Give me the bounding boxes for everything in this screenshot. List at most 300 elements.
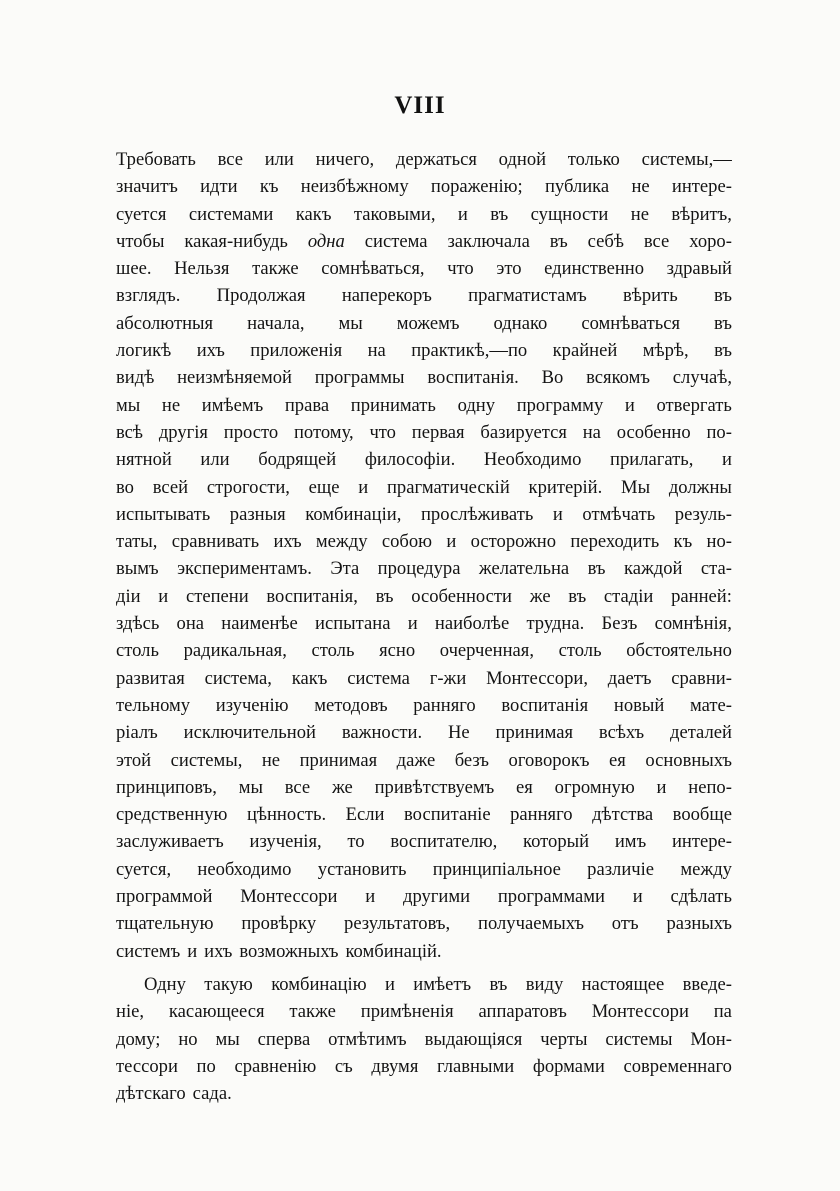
word: какая-нибудь <box>184 230 288 252</box>
word: сравни- <box>671 667 732 689</box>
word: переходить <box>570 531 660 553</box>
word: провѣрку <box>241 913 317 935</box>
word: программами <box>497 886 605 908</box>
word: установить <box>317 858 407 880</box>
word: сравнивать <box>171 531 260 553</box>
word: сдѣлать <box>670 886 732 908</box>
word: программой <box>116 886 213 908</box>
word: воспитанія <box>501 694 589 716</box>
word: публика <box>544 176 610 198</box>
word: программу <box>516 394 604 416</box>
word: ея <box>516 776 533 798</box>
word: Мы <box>621 476 651 498</box>
word: основныхъ <box>645 749 732 771</box>
word: ничего, <box>315 149 375 170</box>
word: экспериментамъ. <box>177 558 312 580</box>
word: системами <box>188 203 274 225</box>
word: же <box>529 585 551 607</box>
word: выдающіяся <box>424 1028 523 1050</box>
word: здѣсь <box>116 613 160 635</box>
word: имѣемъ <box>201 394 264 416</box>
word: прагматическій <box>386 476 510 498</box>
word: системъ <box>116 940 181 962</box>
word: Монтессори, <box>486 667 588 689</box>
word: системы,— <box>641 149 732 170</box>
word: потому, <box>293 421 354 443</box>
word: трудна. <box>526 613 585 635</box>
word: крайней <box>552 340 618 362</box>
word: резуль- <box>674 503 732 525</box>
word: Продолжая <box>216 285 306 307</box>
word: абсолютныя <box>116 312 214 334</box>
word: система <box>364 230 428 252</box>
word: она <box>176 613 205 635</box>
word: то <box>347 831 365 853</box>
word: въ <box>714 340 732 362</box>
word: степени <box>185 585 249 607</box>
word: во <box>116 476 134 498</box>
word: ріалъ <box>116 722 158 744</box>
word: аппаратовъ <box>478 1001 567 1023</box>
word: и <box>632 886 643 908</box>
word: мѣрѣ, <box>642 340 689 362</box>
word: вѣритъ, <box>671 203 732 225</box>
word: только <box>567 149 620 170</box>
word: базируется <box>480 421 567 443</box>
word: логикѣ <box>116 340 172 362</box>
word: столь <box>116 640 159 662</box>
word: между <box>680 858 732 880</box>
word: съ <box>334 1055 353 1077</box>
word: себѣ <box>587 230 624 252</box>
word: тщательную <box>116 913 214 935</box>
word: все <box>217 149 243 170</box>
word: стадіи <box>603 585 654 607</box>
word: принимая <box>495 722 574 744</box>
word: ніе, <box>116 1001 145 1023</box>
word: еще <box>308 476 340 498</box>
word: что <box>447 258 474 280</box>
word: заслуживаетъ <box>116 831 224 853</box>
word: разныя <box>229 503 286 525</box>
word: огромную <box>554 776 635 798</box>
text-line <box>116 747 732 774</box>
word: одна <box>307 230 345 252</box>
word: ранняго <box>510 804 573 826</box>
text-line <box>116 583 732 610</box>
word: г-жи <box>429 667 467 689</box>
text-line <box>116 201 732 228</box>
text-line <box>116 173 732 200</box>
word: не <box>631 176 650 198</box>
word: суется, <box>116 858 172 880</box>
word: касающееся <box>168 1001 265 1023</box>
word: вообще <box>672 804 732 826</box>
text-line <box>116 856 732 883</box>
word: въ <box>489 973 508 995</box>
word: хоро- <box>689 230 732 252</box>
word: идти <box>200 176 238 198</box>
word: значитъ <box>116 176 178 198</box>
word: всѣхъ <box>598 722 645 744</box>
word: мы <box>238 776 263 798</box>
word: права <box>284 394 330 416</box>
word: процедура <box>377 558 461 580</box>
word: возможныхъ <box>239 940 339 962</box>
word: дому; <box>116 1028 161 1050</box>
text-line <box>116 938 732 965</box>
word: взглядъ. <box>116 285 181 307</box>
text-line <box>116 910 732 937</box>
word: здравый <box>666 258 732 280</box>
word: на <box>367 340 386 362</box>
word: можемъ <box>396 312 460 334</box>
word: цѣнность. <box>246 804 327 826</box>
word: къ <box>673 531 693 553</box>
word: и <box>722 449 732 471</box>
text-line <box>116 446 732 473</box>
word: сперва <box>257 1028 311 1050</box>
word: и <box>446 531 457 553</box>
text-line <box>116 392 732 419</box>
word: все <box>284 776 311 798</box>
word: въ <box>549 230 568 252</box>
word: въ <box>375 585 394 607</box>
word: ихъ <box>273 531 302 553</box>
word: ста- <box>700 558 732 580</box>
word: по- <box>706 421 732 443</box>
word: отмѣчать <box>582 503 656 525</box>
word: этой <box>116 749 152 771</box>
word: начала, <box>247 312 305 334</box>
word: имъ <box>614 831 647 853</box>
word: и <box>457 203 468 225</box>
text-line <box>116 1080 732 1107</box>
word: новый <box>613 694 665 716</box>
word: нятной <box>116 449 172 471</box>
word: таты, <box>116 531 158 553</box>
word: каждой <box>623 558 683 580</box>
word: различіе <box>587 858 655 880</box>
page-number: VIII <box>394 92 446 119</box>
word: комбинацію <box>271 973 367 995</box>
word: наперекоръ <box>341 285 432 307</box>
word: осторожно <box>470 531 557 553</box>
text-line <box>116 282 732 309</box>
word: оговорокъ <box>508 749 590 771</box>
text-line <box>116 528 732 555</box>
word: строгости, <box>206 476 290 498</box>
text-line <box>116 310 732 337</box>
word: и <box>358 476 369 498</box>
word: бодрящей <box>258 449 337 471</box>
word: главными <box>437 1055 515 1077</box>
word: пораженію; <box>430 176 523 198</box>
word: приложенія <box>250 340 343 362</box>
word: всей <box>152 476 189 498</box>
word: заключала <box>447 230 530 252</box>
word: па <box>713 1001 732 1023</box>
word: но <box>178 1028 198 1050</box>
word: суется <box>116 203 167 225</box>
text-line <box>116 228 732 255</box>
word: критерій. <box>528 476 603 498</box>
text-line <box>116 998 732 1025</box>
text-line <box>116 774 732 801</box>
word: Одну <box>144 973 186 995</box>
word: изученію <box>215 694 289 716</box>
word: испытывать <box>116 503 211 525</box>
text-line <box>116 971 732 998</box>
word: комбинацій. <box>345 940 442 962</box>
word: желательна <box>478 558 570 580</box>
word: на <box>582 421 601 443</box>
text-line <box>116 828 732 855</box>
word: воспитаніе <box>404 804 491 826</box>
word: такую <box>204 973 253 995</box>
word: дѣтства <box>592 804 654 826</box>
word: не <box>161 394 181 416</box>
word: прилагать, <box>610 449 694 471</box>
word: система <box>347 667 410 689</box>
word: или <box>264 149 294 170</box>
word: вѣрить <box>623 285 678 307</box>
word: также <box>289 1001 336 1023</box>
word: принципіальное <box>432 858 561 880</box>
word: другія <box>158 421 208 443</box>
word: мате- <box>690 694 732 716</box>
text-line <box>116 555 732 582</box>
word: Безъ <box>601 613 638 635</box>
word: въ <box>714 285 732 307</box>
word: видѣ <box>116 367 155 389</box>
word: сущности <box>530 203 609 225</box>
word: и <box>624 394 635 416</box>
word: изученія, <box>249 831 322 853</box>
word: формами <box>532 1055 605 1077</box>
text-line <box>116 474 732 501</box>
word: наименѣе <box>221 613 298 635</box>
word: вымъ <box>116 558 159 580</box>
word: мы <box>338 312 363 334</box>
word: неизбѣжному <box>300 176 409 198</box>
word: однако <box>493 312 548 334</box>
word: Монтессори <box>240 886 338 908</box>
word: воспитанія. <box>427 367 519 389</box>
text-line <box>116 1053 732 1080</box>
text-line <box>116 883 732 910</box>
text-line <box>116 692 732 719</box>
word: исключительной <box>183 722 316 744</box>
word: въ <box>714 312 732 334</box>
word: разныхъ <box>666 913 732 935</box>
word: чтобы <box>116 230 165 252</box>
word: всякомъ <box>586 367 650 389</box>
word: случаѣ, <box>672 367 732 389</box>
word: развитая <box>116 667 185 689</box>
word: черты <box>540 1028 588 1050</box>
word: мы <box>116 394 141 416</box>
body-text <box>116 146 732 1107</box>
word: отмѣтимъ <box>328 1028 407 1050</box>
word: въ <box>587 558 606 580</box>
word: ранней: <box>671 585 732 607</box>
word: должны <box>668 476 732 498</box>
word: единственно <box>544 258 645 280</box>
word: обстоятельно <box>626 640 732 662</box>
word: Если <box>345 804 385 826</box>
word: просто <box>223 421 279 443</box>
word: ихъ <box>196 340 225 362</box>
word: неизмѣняемой <box>177 367 292 389</box>
word: система, <box>204 667 272 689</box>
word: и <box>656 776 667 798</box>
word: безъ <box>454 749 490 771</box>
word: необходимо <box>197 858 292 880</box>
word: виду <box>525 973 564 995</box>
word: очерченная, <box>439 640 534 662</box>
text-line <box>116 419 732 446</box>
word: отвергать <box>656 394 732 416</box>
word: также <box>252 258 299 280</box>
word: держаться <box>395 149 477 170</box>
word: собою <box>381 531 433 553</box>
word: и <box>384 973 395 995</box>
word: ихъ <box>204 940 233 962</box>
word: введе- <box>682 973 732 995</box>
word: и <box>365 886 376 908</box>
word: и <box>552 503 563 525</box>
word: Мон- <box>690 1028 732 1050</box>
word: тельному <box>116 694 191 716</box>
word: системы, <box>170 749 243 771</box>
word: системы <box>605 1028 673 1050</box>
word: тессори <box>116 1055 178 1077</box>
word: Монтессори <box>591 1001 689 1023</box>
word: методовъ <box>314 694 388 716</box>
word: шее. <box>116 258 152 280</box>
word: или <box>200 449 230 471</box>
word: другими <box>402 886 471 908</box>
word: принциповъ, <box>116 776 217 798</box>
word: сравненію <box>234 1055 317 1077</box>
word: принимая <box>299 749 378 771</box>
text-line <box>116 665 732 692</box>
word: таковыми, <box>353 203 436 225</box>
word: ранняго <box>413 694 476 716</box>
word: получаемыхъ <box>478 913 584 935</box>
word: столь <box>558 640 602 662</box>
word: Эта <box>330 558 360 580</box>
word: всѣ <box>116 421 144 443</box>
word: все <box>643 230 670 252</box>
word: деталей <box>669 722 732 744</box>
word: въ <box>568 585 587 607</box>
word: сомнѣваться, <box>321 258 425 280</box>
word: какъ <box>291 667 328 689</box>
word: испытана <box>315 613 391 635</box>
word: ея <box>609 749 626 771</box>
word: современнаго <box>623 1055 732 1077</box>
word: же <box>331 776 353 798</box>
word: интере- <box>671 176 732 198</box>
word: прослѣживать <box>420 503 534 525</box>
word: это <box>496 258 522 280</box>
word: философіи. <box>364 449 456 471</box>
word: который <box>523 831 590 853</box>
word: но- <box>706 531 732 553</box>
word: результатовъ, <box>344 913 451 935</box>
word: что <box>369 421 396 443</box>
word: практикѣ,—по <box>411 340 528 362</box>
word: сомнѣваться <box>581 312 681 334</box>
word: особенно <box>616 421 691 443</box>
word: интере- <box>671 831 732 853</box>
word: одной <box>498 149 547 170</box>
text-line <box>116 637 732 664</box>
text-line <box>116 337 732 364</box>
word: къ <box>259 176 279 198</box>
word: комбинаціи, <box>305 503 402 525</box>
word: средственную <box>116 804 228 826</box>
text-line <box>116 719 732 746</box>
word: и <box>187 940 198 962</box>
word: прагматистамъ <box>468 285 587 307</box>
word: между <box>315 531 368 553</box>
word: воспитателю, <box>390 831 498 853</box>
word: наиболѣе <box>434 613 510 635</box>
word: даетъ <box>607 667 652 689</box>
word: сада. <box>192 1083 232 1105</box>
word: и <box>407 613 418 635</box>
word: примѣненія <box>360 1001 454 1023</box>
text-line <box>116 610 732 637</box>
word: даже <box>396 749 436 771</box>
word: непо- <box>688 776 732 798</box>
word: Не <box>447 722 470 744</box>
word: отъ <box>611 913 639 935</box>
text-line <box>116 1026 732 1053</box>
word: Нельзя <box>174 258 230 280</box>
word: по <box>196 1055 216 1077</box>
text-line <box>116 501 732 528</box>
text-line <box>116 146 732 173</box>
word: не <box>261 749 281 771</box>
word: программы <box>314 367 405 389</box>
word: какъ <box>295 203 332 225</box>
word: привѣтствуемъ <box>374 776 495 798</box>
text-line <box>116 801 732 828</box>
word: настоящее <box>581 973 665 995</box>
word: имѣетъ <box>413 973 472 995</box>
word: дѣтскаго <box>116 1083 186 1105</box>
word: и <box>158 585 169 607</box>
word: радикальная, <box>183 640 287 662</box>
word: мы <box>215 1028 240 1050</box>
word: Во <box>541 367 564 389</box>
word: одну <box>457 394 496 416</box>
word: принимать <box>350 394 436 416</box>
word: первая <box>411 421 465 443</box>
word: двумя <box>371 1055 419 1077</box>
word: Необходимо <box>483 449 582 471</box>
word: ясно <box>379 640 416 662</box>
text-line <box>116 364 732 391</box>
word: діи <box>116 585 141 607</box>
text-line <box>116 255 732 282</box>
word: важности. <box>341 722 423 744</box>
word: сомнѣнія, <box>654 613 732 635</box>
